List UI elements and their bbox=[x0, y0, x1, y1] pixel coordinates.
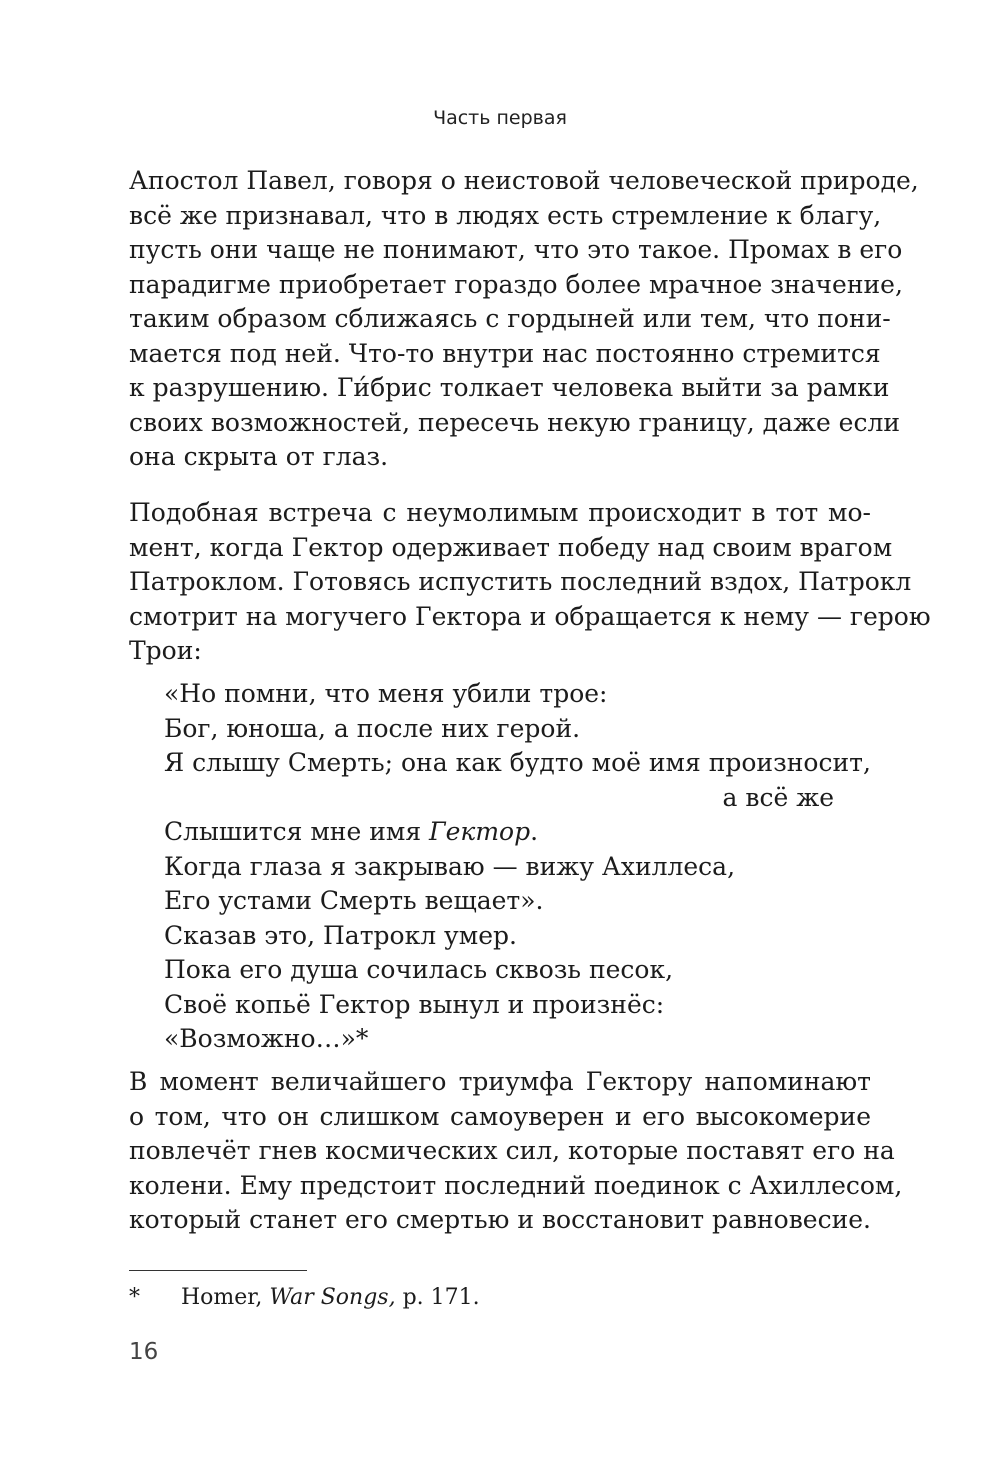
verse-line: «Возможно…»* bbox=[164, 1024, 369, 1053]
footnote-author: Homer, bbox=[181, 1285, 270, 1310]
verse-name-italic: Гектор bbox=[429, 817, 531, 846]
verse-line: Я слышу Смерть; она как будто моё имя произносит, bbox=[164, 748, 871, 777]
text-line: Патроклом. Готовясь испустить последний вздох, Патрокл bbox=[129, 567, 912, 596]
footnote-marker: * bbox=[129, 1285, 140, 1310]
footnote-page: p. 171. bbox=[395, 1285, 480, 1310]
text-line: она скрыта от глаз. bbox=[129, 442, 389, 471]
text-line: мается под ней. Что-то внутри нас постоянно стремится bbox=[129, 338, 881, 368]
running-head: Часть первая bbox=[433, 107, 567, 129]
footnote bbox=[129, 1281, 480, 1315]
verse-line-continuation: а всё же bbox=[722, 782, 834, 812]
text-line: о том, что он слишком самоуверен и его высокомерие bbox=[129, 1101, 871, 1131]
footnote-rule bbox=[129, 1270, 307, 1271]
text-line: мент, когда Гектор одерживает победу над своим врагом bbox=[129, 532, 893, 562]
text-line: всё же признавал, что в людях есть стремление к благу, bbox=[129, 200, 882, 230]
verse-line: Сказав это, Патрокл умер. bbox=[164, 920, 517, 950]
text-line: Подобная встреча с неумолимым происходит в тот мо- bbox=[129, 498, 871, 527]
text-line: пусть они чаще не понимают, что это такое. Промах в его bbox=[129, 235, 903, 264]
verse-text: Слышится мне имя bbox=[164, 817, 430, 846]
verse-line: Бог, юноша, а после них герой. bbox=[164, 713, 581, 743]
text-line: Апостол Павел, говоря о неистовой человеческой природе, bbox=[129, 166, 919, 195]
verse-line: Его устами Смерть вещает». bbox=[164, 886, 544, 915]
text-line: своих возможностей, пересечь некую границу, даже если bbox=[129, 407, 901, 437]
verse-quote bbox=[164, 677, 871, 1057]
verse-line: Пока его душа сочилась сквозь песок, bbox=[164, 955, 674, 984]
verse-line: «Но помни, что меня убили трое: bbox=[164, 679, 608, 708]
page-number: 16 bbox=[129, 1339, 159, 1365]
text-line: к разрушению. Ги́брис толкает человека выйти за рамки bbox=[129, 373, 890, 402]
text-line: Трои: bbox=[129, 636, 202, 665]
text-line: колени. Ему предстоит последний поединок с Ахиллесом, bbox=[129, 1170, 903, 1200]
text-line: таким образом сближаясь с гордыней или тем, что пони- bbox=[129, 304, 891, 333]
verse-line bbox=[164, 815, 834, 850]
text-line: который станет его смертью и восстановит равновесие. bbox=[129, 1205, 872, 1234]
paragraph-2 bbox=[129, 496, 931, 669]
verse-line: Своё копьё Гектор вынул и произнёс: bbox=[164, 989, 665, 1019]
verse-line: Когда глаза я закрываю — вижу Ахиллеса, bbox=[164, 851, 736, 881]
text-line: парадигме приобретает гораздо более мрачное значение, bbox=[129, 269, 903, 299]
paragraph-3 bbox=[129, 1065, 903, 1238]
text-line: В момент величайшего триумфа Гектору напоминают bbox=[129, 1067, 871, 1096]
text-line: смотрит на могучего Гектора и обращается к нему — герою bbox=[129, 601, 931, 631]
text-line: повлечёт гнев космических сил, которые поставят его на bbox=[129, 1136, 895, 1165]
paragraph-1 bbox=[129, 164, 919, 475]
footnote-title: War Songs, bbox=[269, 1285, 396, 1310]
verse-text: . bbox=[530, 817, 539, 846]
